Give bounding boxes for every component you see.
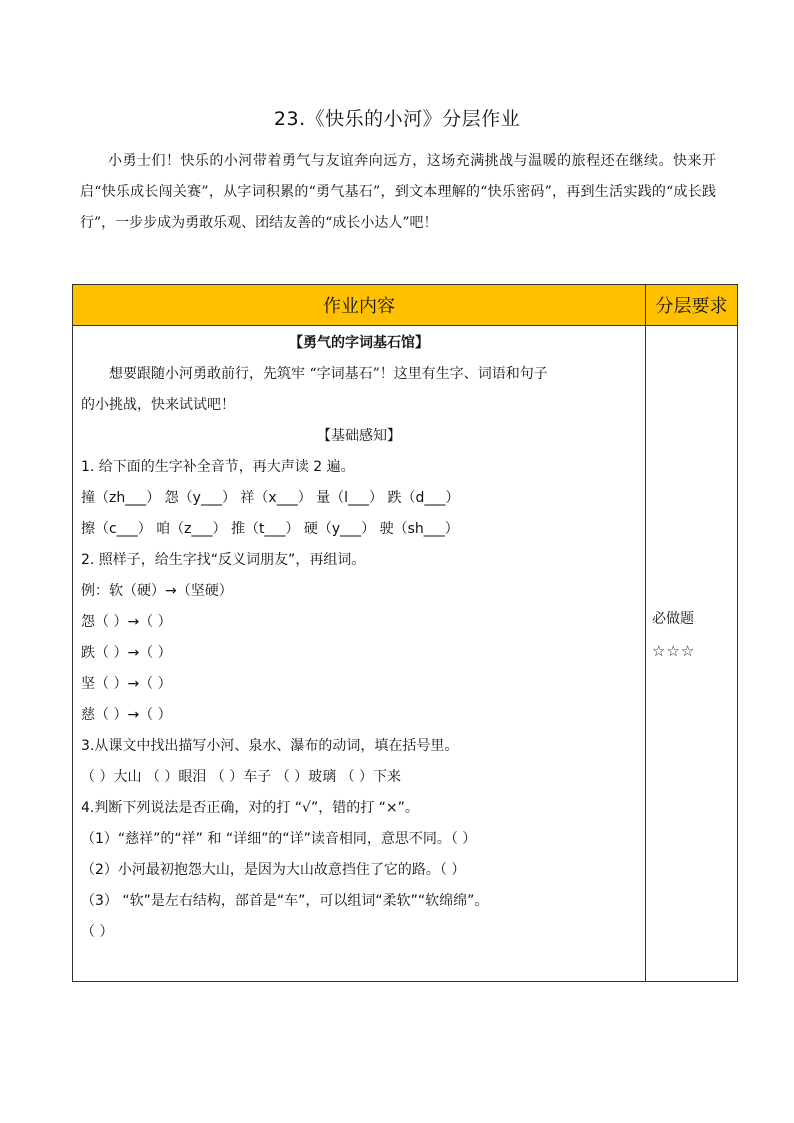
vocab-intro-line2: 的小挑战，快来试试吧！ — [81, 397, 235, 413]
star-rating-icon: ☆☆☆ — [652, 642, 696, 660]
intro-paragraph: 小勇士们！快乐的小河带着勇气与友谊奔向远方，这场充满挑战与温暖的旅程还在继续。快来开启“快乐成长闯关赛”，从字词积累的“勇气基石”，到文本理解的“快乐密码”，再到生活实践的“成长践行”，一步步成为勇敢乐观、团结友善的“成长小达人”吧！ — [80, 153, 716, 231]
requirement-cell — [646, 326, 738, 982]
header-requirement: 分层要求 — [646, 285, 738, 326]
question-4-item-3: （3） “软”是左右结构，部首是“车”，可以组词“柔软”“软绵绵”。 — [81, 893, 489, 909]
question-3-prompt: 3.从课文中找出描写小河、泉水、瀑布的动词，填在括号里。 — [81, 738, 459, 754]
section-heading-vocab: 【勇气的字词基石馆】 — [289, 335, 429, 351]
question-4-prompt: 4.判断下列说法是否正确，对的打 “√”，错的打 “×”。 — [81, 800, 419, 816]
question-2-prompt: 2. 照样子，给生字找“反义词朋友”，再组词。 — [81, 552, 366, 568]
question-2-item-1: 怨（ ）→（ ） — [81, 614, 172, 630]
homework-table — [72, 284, 738, 982]
content-cell — [73, 326, 646, 982]
question-2-item-2: 跌（ ）→（ ） — [81, 645, 172, 661]
question-4-item-1: （1）“慈祥”的“祥” 和 “详细”的“详”读音相同，意思不同。（ ） — [81, 831, 477, 847]
requirement-label: 必做题 — [652, 611, 694, 627]
table-header-row — [73, 285, 738, 326]
question-3-blanks: （ ）大山 （ ）眼泪 （ ）车子 （ ）玻璃 （ ）下来 — [81, 769, 402, 785]
question-4-item-2: （2）小河最初抱怨大山，是因为大山故意挡住了它的路。（ ） — [81, 862, 466, 878]
question-2-item-4: 慈（ ）→（ ） — [81, 707, 172, 723]
page-title: 23.《快乐的小河》分层作业 — [273, 108, 521, 130]
question-1-row-1: 撞（zh___） 怨（y___） 祥（x___） 量（l___） 跌（d___） — [81, 490, 460, 506]
question-1-prompt: 1. 给下面的生字补全音节，再大声读 2 遍。 — [81, 459, 355, 475]
question-4-item-3-answer: （ ） — [81, 924, 114, 940]
section-heading-basic: 【基础感知】 — [317, 428, 401, 444]
header-content: 作业内容 — [73, 285, 646, 326]
question-2-item-3: 坚（ ）→（ ） — [81, 676, 172, 692]
question-1-row-2: 擦（c___） 咱（z___） 推（t___） 硬（y___） 驶（sh___） — [81, 521, 459, 537]
table-body-row — [73, 326, 738, 982]
question-2-example: 例：软（硬）→（坚硬） — [81, 583, 233, 599]
vocab-intro-line1: 想要跟随小河勇敢前行，先筑牢 “字词基石”！这里有生字、词语和句子 — [109, 366, 548, 382]
